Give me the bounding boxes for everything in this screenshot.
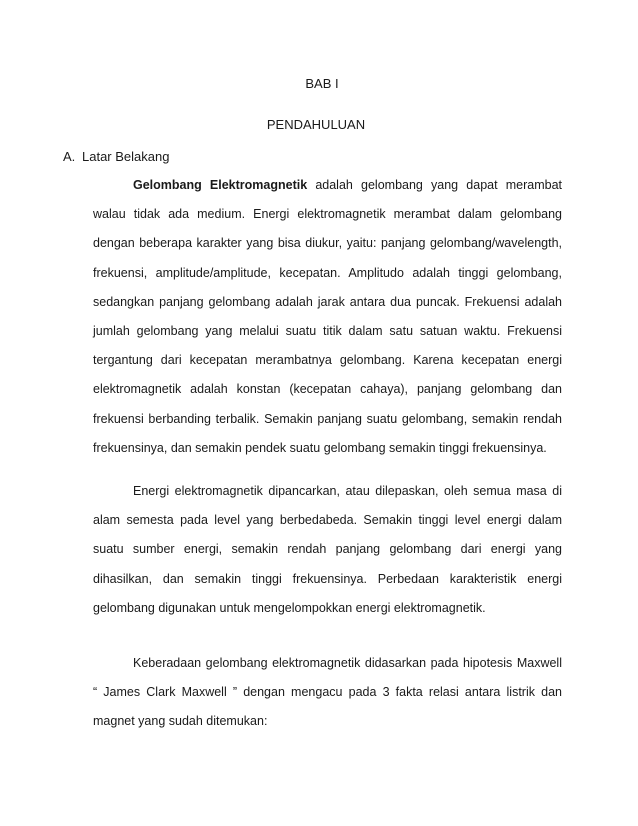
section-letter: A. xyxy=(63,149,76,164)
paragraph-1-lead-term: Gelombang Elektromagnetik xyxy=(133,178,308,192)
paragraph-1-text: adalah gelombang yang dapat merambat walau tidak ada medium. Energi elektromagnetik merambat dalam gelombang dengan beberapa karakter yang bisa diukur, yaitu: panjang gelombang/wavelength, frekuensi, amplitude/amplitude, kecepatan. Amplitudo adalah tinggi gelombang, sedangkan panjang gelombang adalah jarak antara dua puncak. Frekuensi adalah jumlah gelombang yang melalui suatu titik dalam satu satuan waktu. Frekuensi tergantung dari kecepatan merambatnya gelombang. Karena kecepatan energi elektromagnetik adalah konstan (kecepatan cahaya), panjang gelombang dan frekuensi berbanding terbalik. Semakin panjang suatu gelombang, semakin rendah frekuensinya, dan semakin pendek suatu gelombang semakin tinggi frekuensinya. xyxy=(93,178,562,455)
chapter-title: PENDAHULUAN xyxy=(266,117,366,132)
section-title: Latar Belakang xyxy=(82,149,170,164)
paragraph-2-text: Energi elektromagnetik dipancarkan, atau dilepaskan, oleh semua masa di alam semesta pada level yang berbedabeda. Semakin tinggi level energi dalam suatu sumber energi, semakin rendah panjang gelombang dari energi yang dihasilkan, dan semakin tinggi frekuensinya. Perbedaan karakteristik energi gelombang digunakan untuk mengelompokkan energi elektromagnetik. xyxy=(93,484,562,615)
paragraph-1 xyxy=(93,171,562,463)
paragraph-3 xyxy=(93,649,562,737)
paragraph-3-text: Keberadaan gelombang elektromagnetik didasarkan pada hipotesis Maxwell “ James Clark Maxwell ” dengan mengacu pada 3 fakta relasi antara listrik dan magnet yang sudah ditemukan: xyxy=(93,656,562,729)
section-heading xyxy=(63,149,169,165)
chapter-number: BAB I xyxy=(305,76,339,91)
paragraph-2 xyxy=(93,477,562,623)
